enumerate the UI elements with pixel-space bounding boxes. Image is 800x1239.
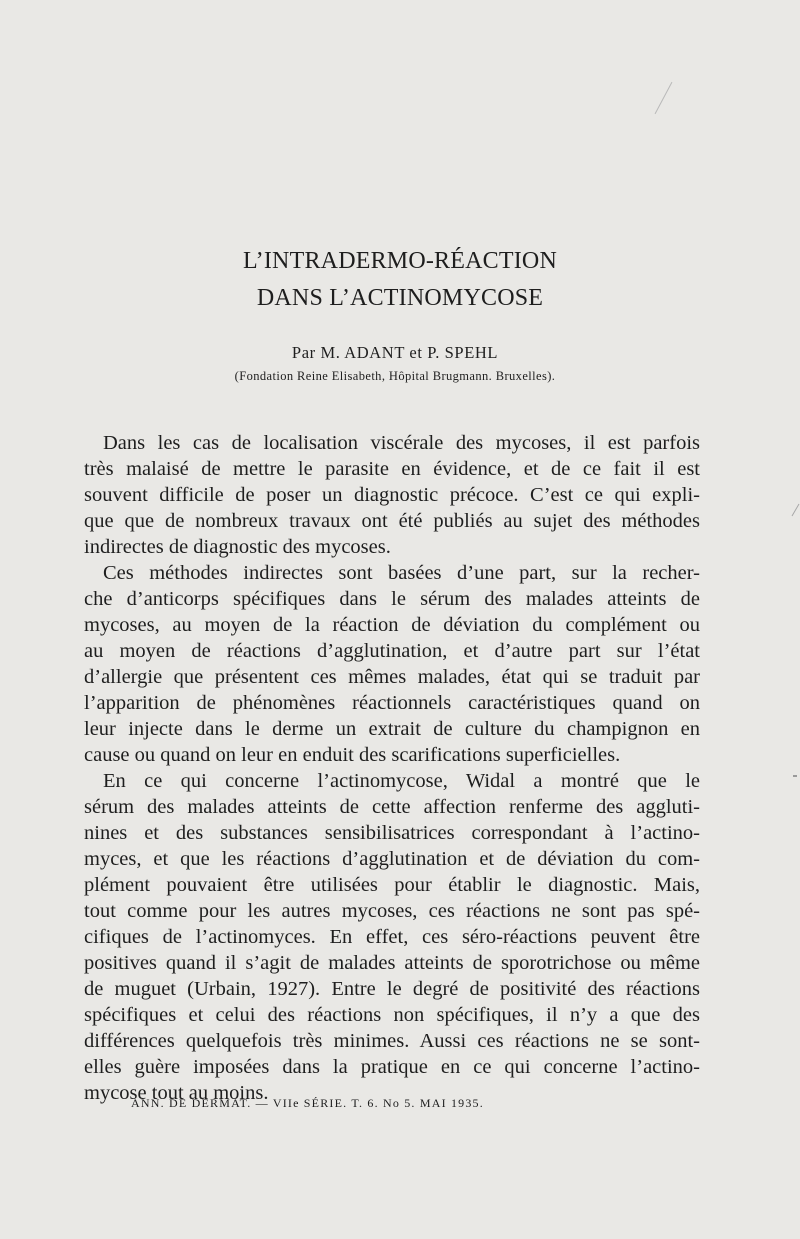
body-line: au moyen de réactions d’agglutination, et d’autre part sur l’état — [84, 640, 700, 662]
journal-footer: ANN. DE DERMAT. — VIIe SÉRIE. T. 6. No 5. MAI 1935. — [131, 1096, 484, 1110]
body-line: sérum des malades atteints de cette affection renferme des aggluti- — [84, 796, 700, 818]
body-line: l’apparition de phénomènes réactionnels caractéristiques quand on — [84, 692, 700, 714]
body-line: cause ou quand on leur en enduit des scarifications superficielles. — [84, 744, 621, 766]
scan-mark — [793, 775, 797, 777]
body-line: d’allergie que présentent ces mêmes malades, état qui se traduit par — [84, 666, 700, 688]
scan-mark — [792, 504, 800, 517]
body-line: Dans les cas de localisation viscérale des mycoses, il est parfois — [103, 432, 700, 454]
body-line: très malaisé de mettre le parasite en évidence, et de ce fait il est — [84, 458, 700, 480]
body-line: mycose tout au moins. — [84, 1082, 269, 1104]
body-line: que que de nombreux travaux ont été publiés au sujet des méthodes — [84, 510, 700, 532]
body-line: tout comme pour les autres mycoses, ces réactions ne sont pas spé- — [84, 900, 700, 922]
scan-mark — [655, 82, 673, 114]
body-line: Ces méthodes indirectes sont basées d’une part, sur la recher- — [103, 562, 700, 584]
body-line: elles guère imposées dans la pratique en ce qui concerne l’actino- — [84, 1056, 700, 1078]
body-line: indirectes de diagnostic des mycoses. — [84, 536, 391, 558]
body-line: souvent difficile de poser un diagnostic précoce. C’est ce qui expli- — [84, 484, 700, 506]
body-line: En ce qui concerne l’actinomycose, Widal a montré que le — [103, 770, 700, 792]
body-line: nines et des substances sensibilisatrices correspondant à l’actino- — [84, 822, 700, 844]
body-line: spécifiques et celui des réactions non spécifiques, il n’y a que des — [84, 1004, 700, 1026]
body-line: cifiques de l’actinomyces. En effet, ces séro-réactions peuvent être — [84, 926, 700, 948]
body-line: différences quelquefois très minimes. Aussi ces réactions ne se sont- — [84, 1030, 700, 1052]
body-line: leur injecte dans le derme un extrait de culture du champignon en — [84, 718, 700, 740]
body-line: plément pouvaient être utilisées pour établir le diagnostic. Mais, — [84, 874, 700, 896]
body-line: de muguet (Urbain, 1927). Entre le degré de positivité des réactions — [84, 978, 700, 1000]
article-title-line-1: L’INTRADERMO-RÉACTION — [243, 248, 557, 274]
article-title-line-2: DANS L’ACTINOMYCOSE — [256, 285, 544, 311]
author-affiliation: (Fondation Reine Elisabeth, Hôpital Brugmann. Bruxelles). — [234, 369, 556, 383]
body-line: positives quand il s’agit de malades atteints de sporotrichose ou même — [84, 952, 700, 974]
article-authors: Par M. ADANT et P. SPEHL — [291, 343, 499, 362]
body-line: myces, et que les réactions d’agglutination et de déviation du com- — [84, 848, 700, 870]
body-line: mycoses, au moyen de la réaction de déviation du complément ou — [84, 614, 700, 636]
body-line: che d’anticorps spécifiques dans le sérum des malades atteints de — [84, 588, 700, 610]
